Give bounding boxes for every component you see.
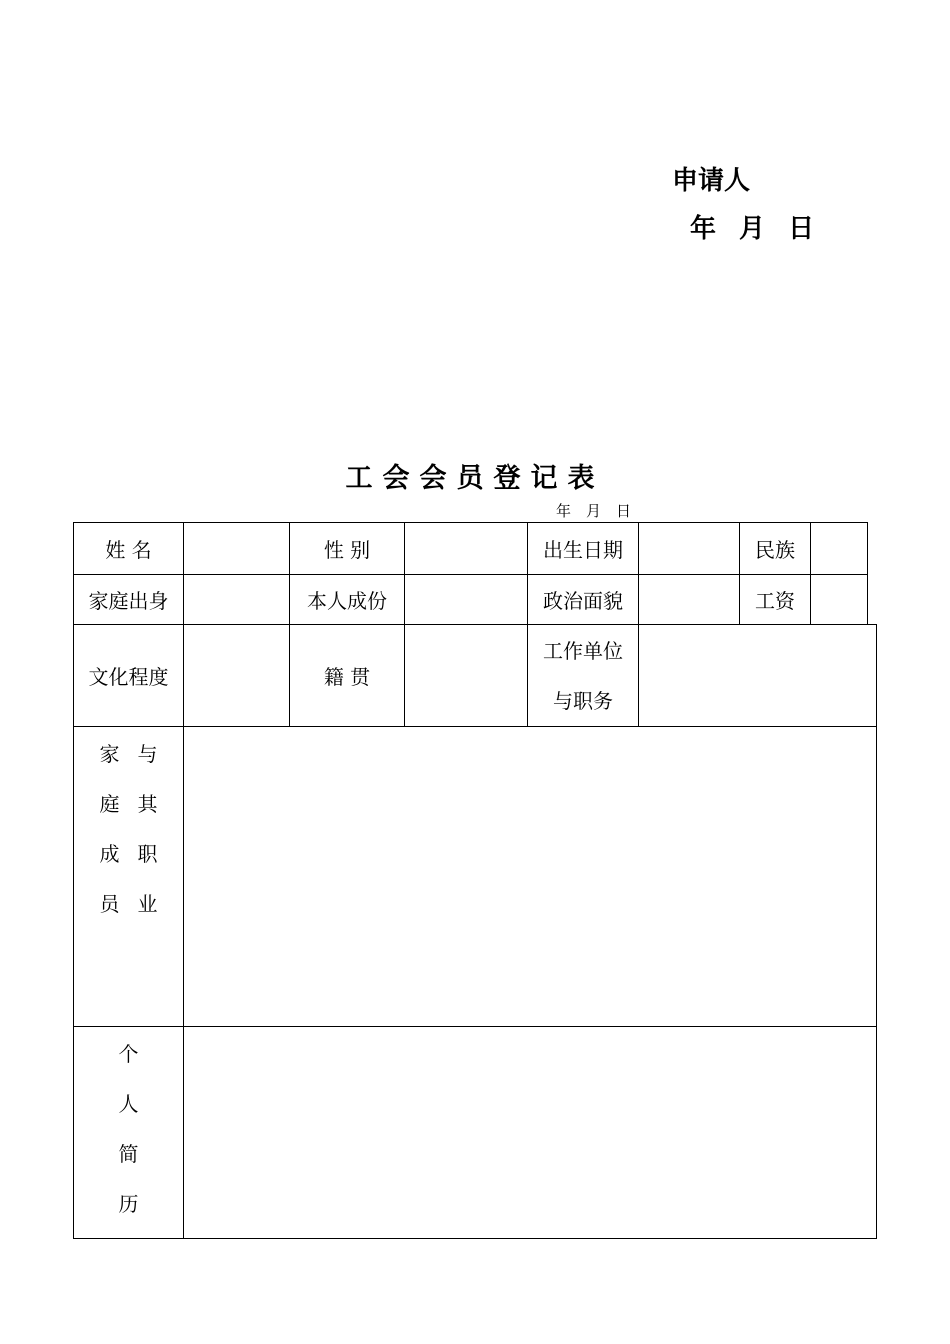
field-education[interactable] — [183, 624, 290, 727]
field-political-status[interactable] — [638, 574, 740, 625]
field-name[interactable] — [183, 522, 290, 575]
form-title: 工会会员登记表 — [345, 463, 605, 494]
field-personal-status[interactable] — [404, 574, 528, 625]
resume-label-column: 个 人 简 历 — [118, 1042, 139, 1216]
label-salary: 工资 — [739, 574, 811, 625]
label-ethnicity: 民族 — [739, 522, 811, 575]
field-salary[interactable] — [810, 574, 868, 625]
label-work-unit-line2: 与职务 — [553, 688, 613, 713]
field-birth-date[interactable] — [638, 522, 740, 575]
form-date-line: 年 月 日 — [556, 502, 632, 520]
label-political-status: 政治面貌 — [527, 574, 639, 625]
family-label-col2: 与 其 职 业 — [137, 742, 158, 916]
field-family-members[interactable] — [183, 726, 877, 1027]
field-native-place[interactable] — [404, 624, 528, 727]
family-label-columns — [91, 727, 167, 929]
label-family-background: 家庭出身 — [73, 574, 184, 625]
label-education: 文化程度 — [73, 624, 184, 727]
field-ethnicity[interactable] — [810, 522, 868, 575]
label-personal-status: 本人成份 — [289, 574, 405, 625]
label-gender: 性 别 — [289, 522, 405, 575]
label-work-unit — [527, 624, 639, 727]
field-work-unit[interactable] — [638, 624, 877, 727]
field-family-background[interactable] — [183, 574, 290, 625]
field-gender[interactable] — [404, 522, 528, 575]
label-name: 姓 名 — [73, 522, 184, 575]
label-work-unit-line1: 工作单位 — [543, 638, 623, 663]
label-resume — [73, 1026, 184, 1239]
family-label-col1: 家 庭 成 员 — [99, 742, 120, 916]
label-family-members — [73, 726, 184, 1027]
field-resume[interactable] — [183, 1026, 877, 1239]
applicant-label: 申请人 — [672, 166, 751, 196]
label-native-place: 籍 贯 — [289, 624, 405, 727]
label-birth-date: 出生日期 — [527, 522, 639, 575]
signature-date-line: 年 月 日 — [690, 214, 815, 244]
